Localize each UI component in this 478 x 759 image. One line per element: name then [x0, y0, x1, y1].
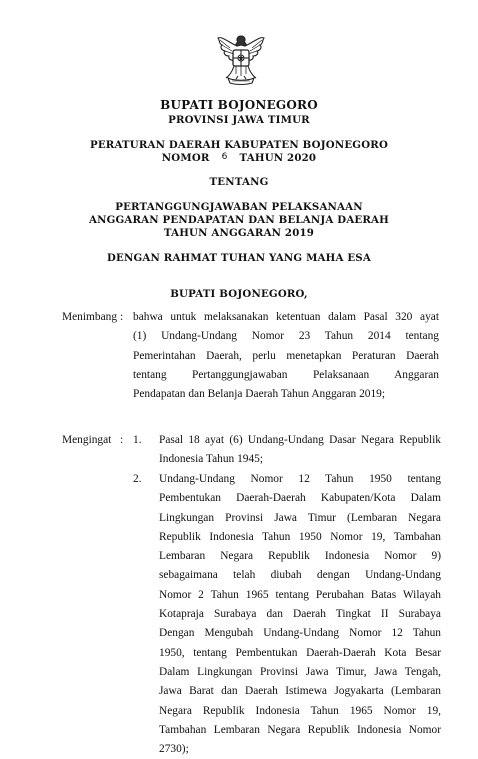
mengingat-line: Negara Republik Indonesia Tahun 1965 Nomor 19,	[159, 704, 441, 717]
mengingat-line: Pembentukan Daerah-Daerah Kabupaten/Kota Dalam	[159, 492, 441, 505]
mengingat-line: Nomor 2 Tahun 1965 tentang Perubahan Batas Wilayah	[159, 588, 441, 601]
mengingat-line: 2730);	[159, 743, 189, 756]
tentang-heading: TENTANG	[209, 176, 269, 188]
mengingat-label: Mengingat	[62, 434, 112, 446]
mengingat-item-number: 2.	[133, 473, 142, 485]
regulation-title: PERATURAN DAERAH KABUPATEN BOJONEGORO	[89, 139, 389, 151]
menimbang-paragraph	[133, 308, 439, 404]
regulation-number-line	[0, 152, 478, 164]
regent-title: BUPATI BOJONEGORO	[160, 98, 318, 112]
subject-line-2: ANGGARAN PENDAPATAN DAN BELANJA DAERAH	[88, 214, 389, 226]
mengingat-item-1	[159, 431, 441, 470]
mengingat-line: sebagaimana telah diubah dengan Undang-Undang	[159, 569, 441, 582]
issuer-line: BUPATI BOJONEGORO,	[170, 288, 308, 300]
mengingat-item-number: 1.	[133, 434, 142, 446]
mengingat-line: 1950, tentang Pembentukan Daerah-Daerah Kota Besar	[159, 646, 441, 659]
subject-line-1: PERTANGGUNGJAWABAN PELAKSANAAN	[115, 201, 363, 213]
mengingat-colon: :	[120, 434, 124, 446]
mengingat-line: Undang-Undang Nomor 12 Tahun 1950 tentang	[159, 473, 441, 485]
menimbang-line: tentang Pertanggungjawaban Pelaksanaan Anggaran	[133, 368, 439, 381]
mengingat-line: Jawa Barat dan Daerah Istimewa Jogyakarta (Lembaran	[159, 685, 441, 698]
menimbang-colon: :	[120, 311, 124, 323]
nomor-label: NOMOR	[161, 152, 210, 164]
subject-line-3: TAHUN ANGGARAN 2019	[163, 227, 315, 239]
tahun-label: TAHUN 2020	[239, 152, 317, 164]
mengingat-line: Dengan Mengubah Undang-Undang Nomor 12 Tahun	[159, 627, 441, 640]
mengingat-line: Tambahan Lembaran Negara Republik Indonesia Nomor	[159, 723, 441, 736]
mengingat-line: Kotapraja Surabaya dan Daerah Tingkat II Surabaya	[159, 608, 441, 621]
mengingat-line: Indonesia Tahun 1945;	[159, 453, 264, 466]
mengingat-line: Lembaran Negara Republik Indonesia Nomor 9)	[159, 550, 441, 563]
menimbang-line: bahwa untuk melaksanakan ketentuan dalam Pasal 320 ayat	[133, 311, 439, 323]
menimbang-label: Menimbang	[62, 311, 118, 323]
mengingat-line: Lingkungan Provinsi Jawa Timur (Lembaran Negara	[159, 511, 441, 524]
garuda-emblem-icon	[216, 32, 266, 88]
blessing-line: DENGAN RAHMAT TUHAN YANG MAHA ESA	[107, 252, 371, 264]
menimbang-line: Pendapatan dan Belanja Daerah Tahun Anggaran 2019;	[133, 388, 386, 401]
mengingat-item-2	[159, 470, 441, 759]
menimbang-line: (1) Undang-Undang Nomor 23 Tahun 2014 tentang	[133, 330, 439, 343]
nomor-value: 6	[221, 152, 228, 162]
mengingat-line: Republik Indonesia Tahun 1950 Nomor 19, Tambahan	[159, 530, 441, 543]
mengingat-line: Dalam Lingkungan Provinsi Jawa Timur, Jawa Tengah,	[159, 665, 441, 678]
menimbang-line: Pemerintahan Daerah, perlu menetapkan Peraturan Daerah	[133, 349, 439, 362]
mengingat-line: Pasal 18 ayat (6) Undang-Undang Dasar Negara Republik	[159, 434, 441, 446]
province-name: PROVINSI JAWA TIMUR	[168, 114, 310, 126]
